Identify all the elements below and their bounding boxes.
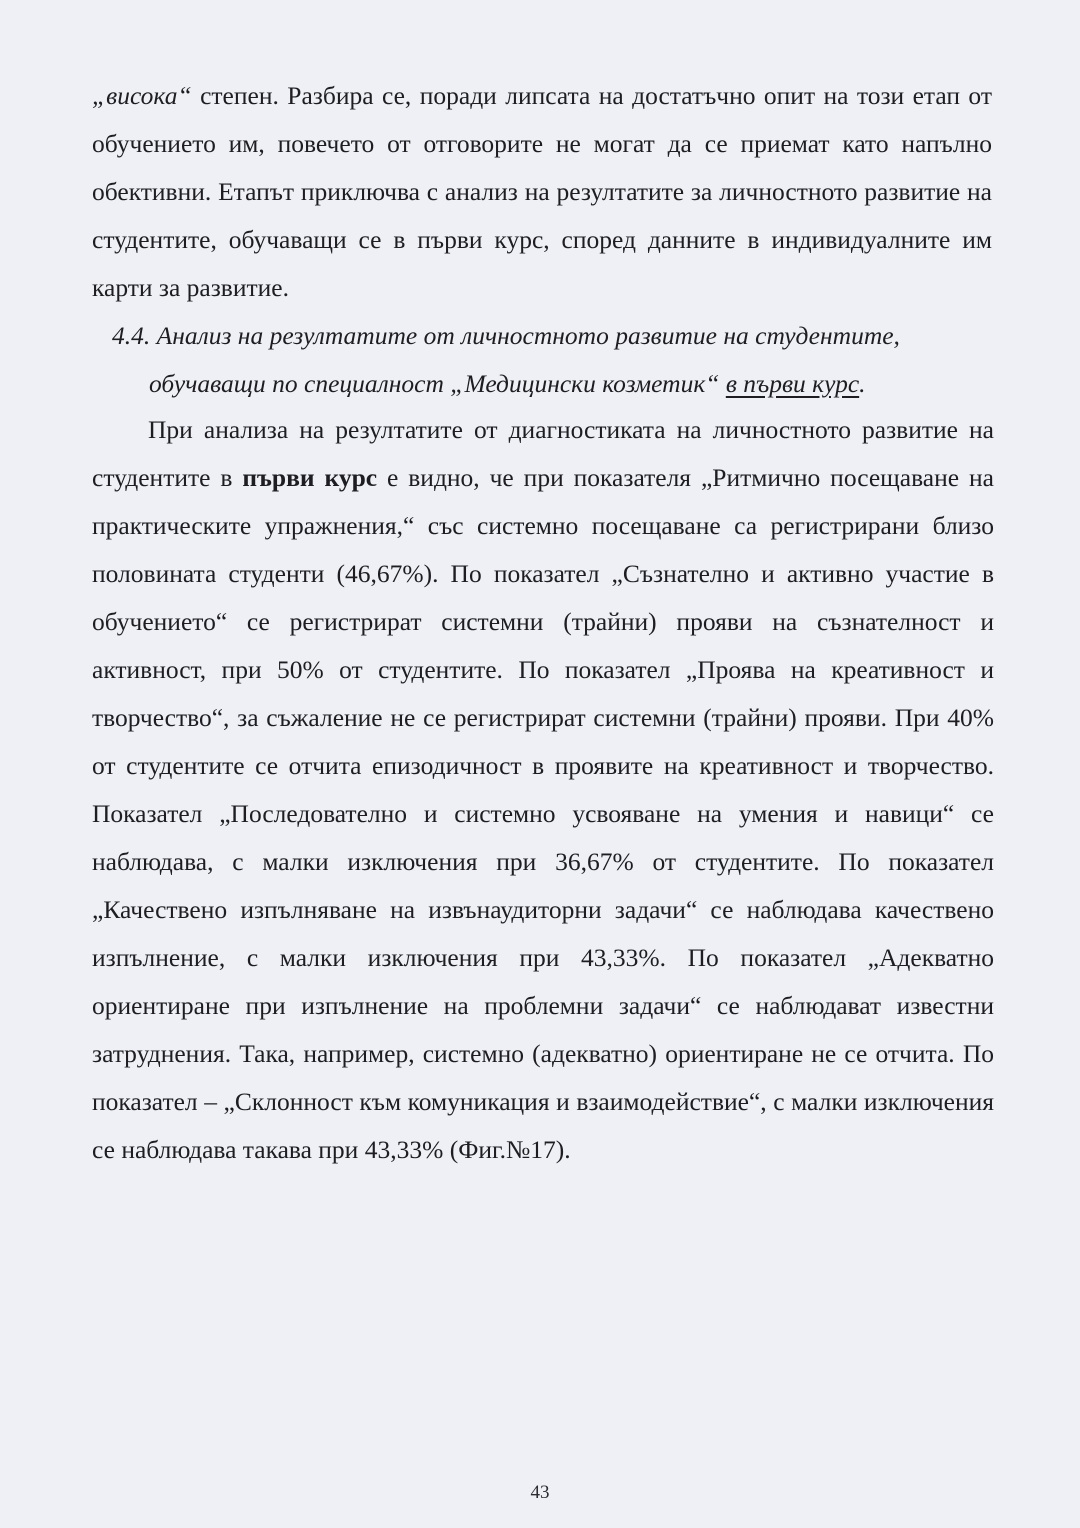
heading-line-2 bbox=[112, 360, 982, 408]
heading-line-2-text: обучаващи по специалност „Медицински козметик“ bbox=[149, 369, 726, 398]
heading-line-2-end: . bbox=[859, 369, 866, 398]
analysis-text-part-2: е видно, че при показателя „Ритмично посещаване на практическите упражнения,“ със системно посещаване са регистрирани близо половината студенти (46,67%). По показател „Съзнателно и активно участие в обучението“ се регистрират системни (трайни) прояви на съзнателност и активност, при 50% от студентите. По показател „Проява на креативност и творчество“, за съжаление не се регистрират системни (трайни) прояви. При 40% от студентите се отчита епизодичност в проявите на креативност и творчество. Показател „Последователно и системно усвояване на умения и навици“ се наблюдава, с малки изключения при 36,67% от студентите. По показател „Качествено изпълняване на извънаудиторни задачи“ се наблюдава качествено изпълнение, с малки изключения при 43,33%. По показател „Адекватно ориентиране при изпълнение на проблемни задачи“ се наблюдават известни затруднения. Така, например, системно (адекватно) ориентиране не се отчита. По показател – „Склонност към комуникация и взаимодействие“, с малки изключения се наблюдава такава при 43,33% (Фиг.№17). bbox=[92, 463, 994, 1164]
paragraph-text: степен. Разбира се, поради липсата на достатъчно опит на този етап от обучението им, повечето от отговорите не могат да се приемат като напълно обективни. Етапът приключва с анализ на резултатите за личностното развитие на студентите, обучаващи се в първи курс, според данните в индивидуалните им карти за развитие. bbox=[92, 81, 992, 302]
analysis-text-part-1: При анализа на резултатите от диагностиката на личностното развитие на студентите в bbox=[92, 415, 994, 492]
bold-first-course: първи курс bbox=[242, 463, 378, 492]
page-number: 43 bbox=[530, 1482, 550, 1503]
section-heading bbox=[112, 312, 982, 408]
paragraph-continuation bbox=[92, 72, 992, 312]
analysis-paragraph bbox=[92, 406, 994, 1174]
heading-underlined-text: в първи курс bbox=[725, 369, 860, 398]
heading-line-1: 4.4. Анализ на резултатите от личностното развитие на студентите, bbox=[112, 321, 900, 350]
italic-quote: „висока“ bbox=[92, 81, 192, 110]
